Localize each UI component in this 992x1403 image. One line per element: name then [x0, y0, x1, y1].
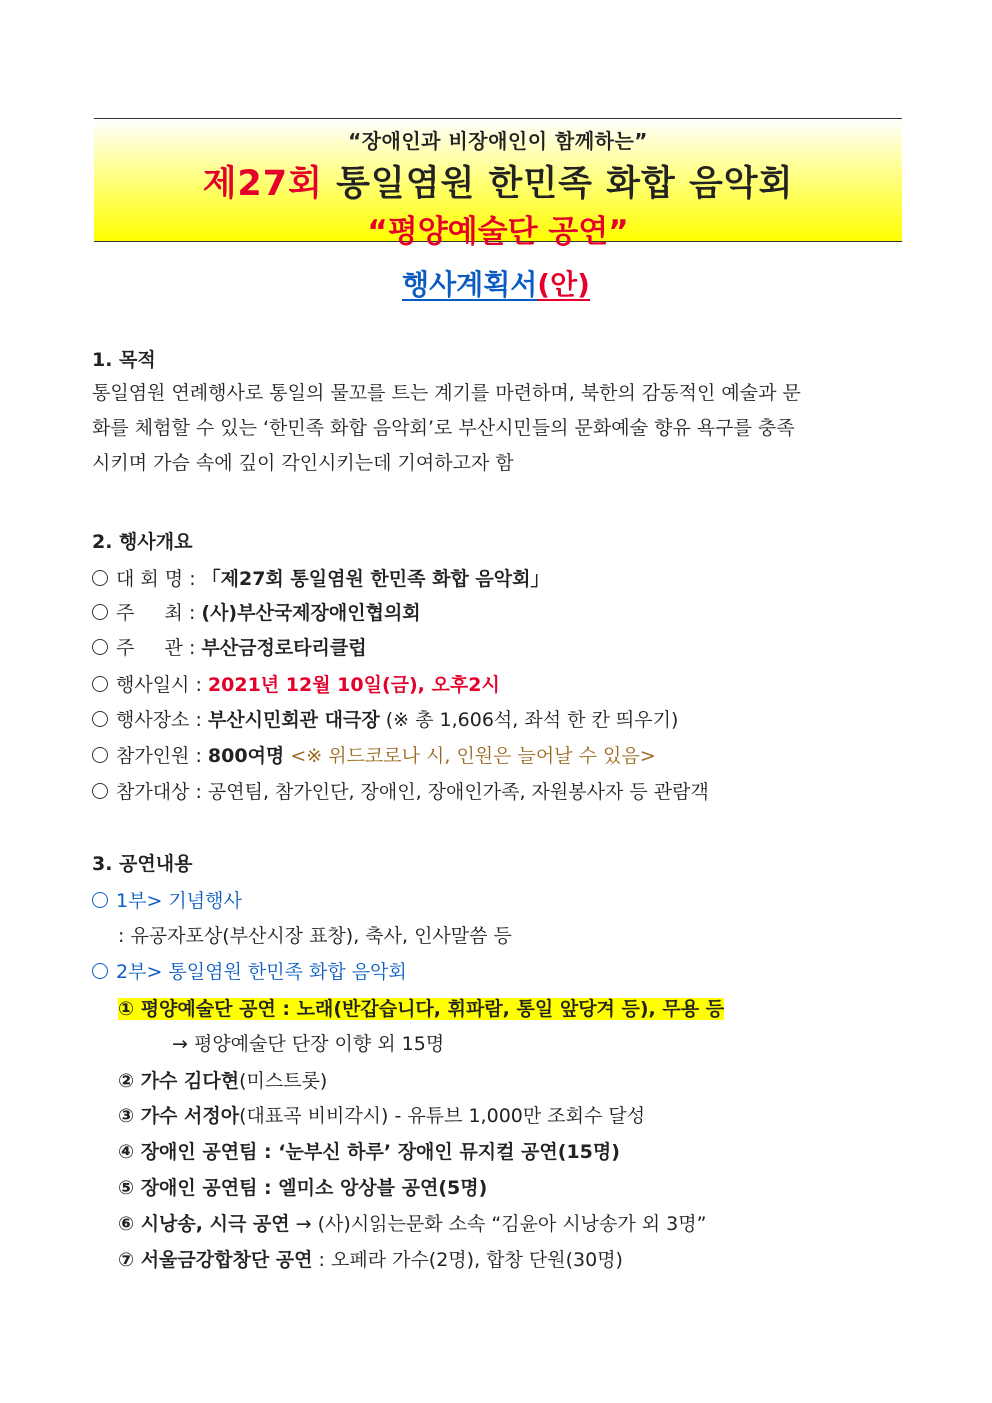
overview-item: 참가대상 : 공연팀, 참가인단, 장애인, 장애인가족, 자원봉사자 등 관람객: [92, 777, 709, 804]
circle-bullet-icon: [92, 963, 108, 979]
circle-bullet-icon: [92, 711, 108, 727]
circle-bullet-icon: [92, 892, 108, 908]
overview-item: 주 관 : 부산금정로타리클럽: [92, 633, 367, 660]
overview-item: 대 회 명 : 「제27회 통일염원 한민족 화합 음악회」: [92, 564, 550, 591]
circle-bullet-icon: [92, 783, 108, 799]
program-item-6: ⑥ 시낭송, 시극 공연 → (사)시읽는문화 소속 “김윤아 시낭송가 외 3명”: [118, 1213, 707, 1235]
section-2-heading: 2. 행사개요: [92, 531, 193, 553]
circle-bullet-icon: [92, 604, 108, 620]
program-item-2: ② 가수 김다현(미스트롯): [118, 1070, 328, 1092]
section-1-line: 화를 체험할 수 있는 ‘한민족 화합 음악회’로 부산시민들의 문화예술 향유 욕구를 충족: [92, 417, 795, 439]
circle-bullet-icon: [92, 676, 108, 692]
circle-bullet-icon: [92, 570, 108, 586]
section-1-heading: 1. 목적: [92, 349, 156, 371]
document-title-suffix: (안): [537, 268, 590, 301]
circle-bullet-icon: [92, 747, 108, 763]
document-title: [0, 263, 992, 303]
program-item-7: ⑦ 서울금강합창단 공연 : 오페라 가수(2명), 합창 단원(30명): [118, 1249, 623, 1271]
banner-title-text: 통일염원 한민족 화합 음악회: [322, 164, 794, 204]
section-1-body: [92, 376, 902, 481]
section-3-heading: 3. 공연내용: [92, 853, 193, 875]
section-1-line: 시키며 가슴 속에 깊이 각인시키는데 기여하고자 함: [92, 452, 514, 474]
banner-subtitle: “장애인과 비장애인이 함께하는”: [348, 129, 648, 153]
banner-subtitle-2: “평양예술단 공연”: [367, 214, 629, 250]
banner-title: [94, 156, 902, 206]
program-item-4: ④ 장애인 공연팀 : ‘눈부신 하루’ 장애인 뮤지컬 공연(15명): [118, 1141, 620, 1163]
program-item-3: ③ 가수 서정아(대표곡 비비각시) - 유튜브 1,000만 조회수 달성: [118, 1105, 646, 1127]
overview-item: 참가인원 : 800여명 <※ 위드코로나 시, 인원은 늘어날 수 있음>: [92, 741, 656, 768]
overview-item: 행사일시 : 2021년 12월 10일(금), 오후2시: [92, 670, 500, 697]
section-1-line: 통일염원 연례행사로 통일의 물꼬를 트는 계기를 마련하며, 북한의 감동적인 예술과 문: [92, 382, 801, 404]
part-1-heading: 1부> 기념행사: [92, 886, 242, 913]
program-item-1: ① 평양예술단 공연 : 노래(반갑습니다, 휘파람, 통일 앞당겨 등), 무용 등: [118, 998, 725, 1020]
part-1-description: : 유공자포상(부산시장 표창), 축사, 인사말씀 등: [118, 925, 512, 947]
banner-title-number: 제27회: [202, 164, 323, 204]
title-banner: [94, 118, 902, 250]
circle-bullet-icon: [92, 639, 108, 655]
overview-item: 행사장소 : 부산시민회관 대극장 (※ 총 1,606석, 좌석 한 칸 띄우기): [92, 705, 678, 732]
program-item-1-detail: → 평양예술단 단장 이향 외 15명: [172, 1033, 445, 1055]
document-title-main: 행사계획서: [402, 268, 538, 301]
overview-item: 주 최 : (사)부산국제장애인협의회: [92, 598, 421, 625]
part-2-heading: 2부> 통일염원 한민족 화합 음악회: [92, 957, 407, 984]
program-item-5: ⑤ 장애인 공연팀 : 엘미소 앙상블 공연(5명): [118, 1177, 488, 1199]
